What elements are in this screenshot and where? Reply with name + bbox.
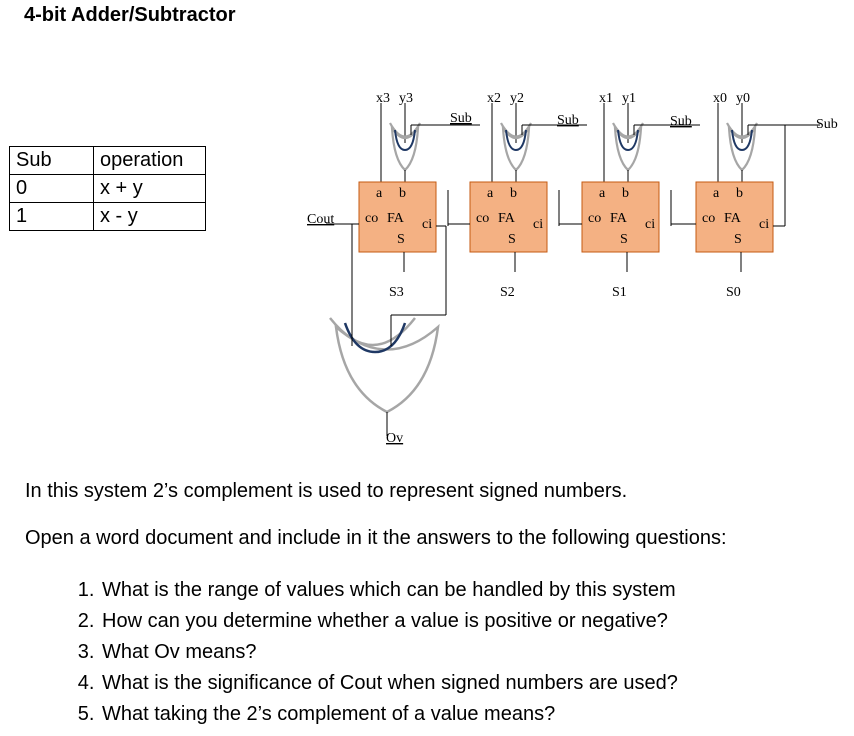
fa-input-b: b [622, 186, 629, 201]
list-item: 2. How can you determine whether a value is positive or negative? [100, 606, 678, 637]
y-input-label: y2 [510, 91, 524, 106]
fa-label: FA [498, 211, 515, 226]
ov-label: Ov [386, 431, 404, 446]
sub-label: Sub [557, 113, 579, 128]
cout-label: Cout [307, 212, 335, 227]
question-list [60, 575, 678, 730]
x-input-label: x0 [713, 91, 727, 106]
table-cell-operation: x - y [94, 203, 206, 231]
sub-label: Sub [816, 117, 838, 132]
fa-input-b: b [510, 186, 517, 201]
fa-sum-out: S [508, 232, 516, 247]
fa-input-b: b [736, 186, 743, 201]
fa-carry-in: ci [422, 217, 433, 232]
y-input-label: y3 [399, 91, 413, 106]
table-header-operation: operation [94, 147, 206, 175]
fa-input-a: a [376, 186, 383, 201]
fa-carry-out: co [476, 211, 490, 226]
x-input-label: x3 [376, 91, 390, 106]
fa-input-a: a [713, 186, 720, 201]
fa-carry-out: co [702, 211, 716, 226]
table-header-sub: Sub [10, 147, 94, 175]
x-input-label: x2 [487, 91, 501, 106]
list-item: 4. What is the significance of Cout when signed numbers are used? [100, 668, 678, 699]
fa-sum-out: S [397, 232, 405, 247]
intro-line: In this system 2’s complement is used to represent signed numbers. [25, 480, 628, 502]
x-input-label: x1 [599, 91, 613, 106]
sum-label: S2 [500, 285, 515, 300]
fa-label: FA [724, 211, 741, 226]
fa-sum-out: S [620, 232, 628, 247]
fa-input-a: a [487, 186, 494, 201]
fa-sum-out: S [734, 232, 742, 247]
table-cell-operation: x + y [94, 175, 206, 203]
sum-label: S1 [612, 285, 627, 300]
sum-label: S0 [726, 285, 741, 300]
overflow-xor-gate [330, 318, 438, 436]
list-item: 3. What Ov means? [100, 637, 678, 668]
fa-carry-in: ci [533, 217, 544, 232]
y-input-label: y0 [736, 91, 750, 106]
table-cell-sub: 0 [10, 175, 94, 203]
fa-input-b: b [399, 186, 406, 201]
list-item: 1. What is the range of values which can be handled by this system [100, 575, 678, 606]
fa-label: FA [387, 211, 404, 226]
sub-label: Sub [450, 111, 472, 126]
fa-carry-out: co [588, 211, 602, 226]
fa-carry-out: co [365, 211, 379, 226]
list-item: 5. What taking the 2’s complement of a value means? [100, 699, 678, 730]
fa-label: FA [610, 211, 627, 226]
fa-input-a: a [599, 186, 606, 201]
sum-label: S3 [389, 285, 404, 300]
fa-carry-in: ci [759, 217, 770, 232]
title-text: 4-bit Adder/Subtractor [24, 4, 236, 26]
y-input-label: y1 [622, 91, 636, 106]
fa-carry-in: ci [645, 217, 656, 232]
instruction-line: Open a word document and include in it the answers to the following questions: [25, 527, 727, 549]
sub-label: Sub [670, 114, 692, 129]
table-cell-sub: 1 [10, 203, 94, 231]
